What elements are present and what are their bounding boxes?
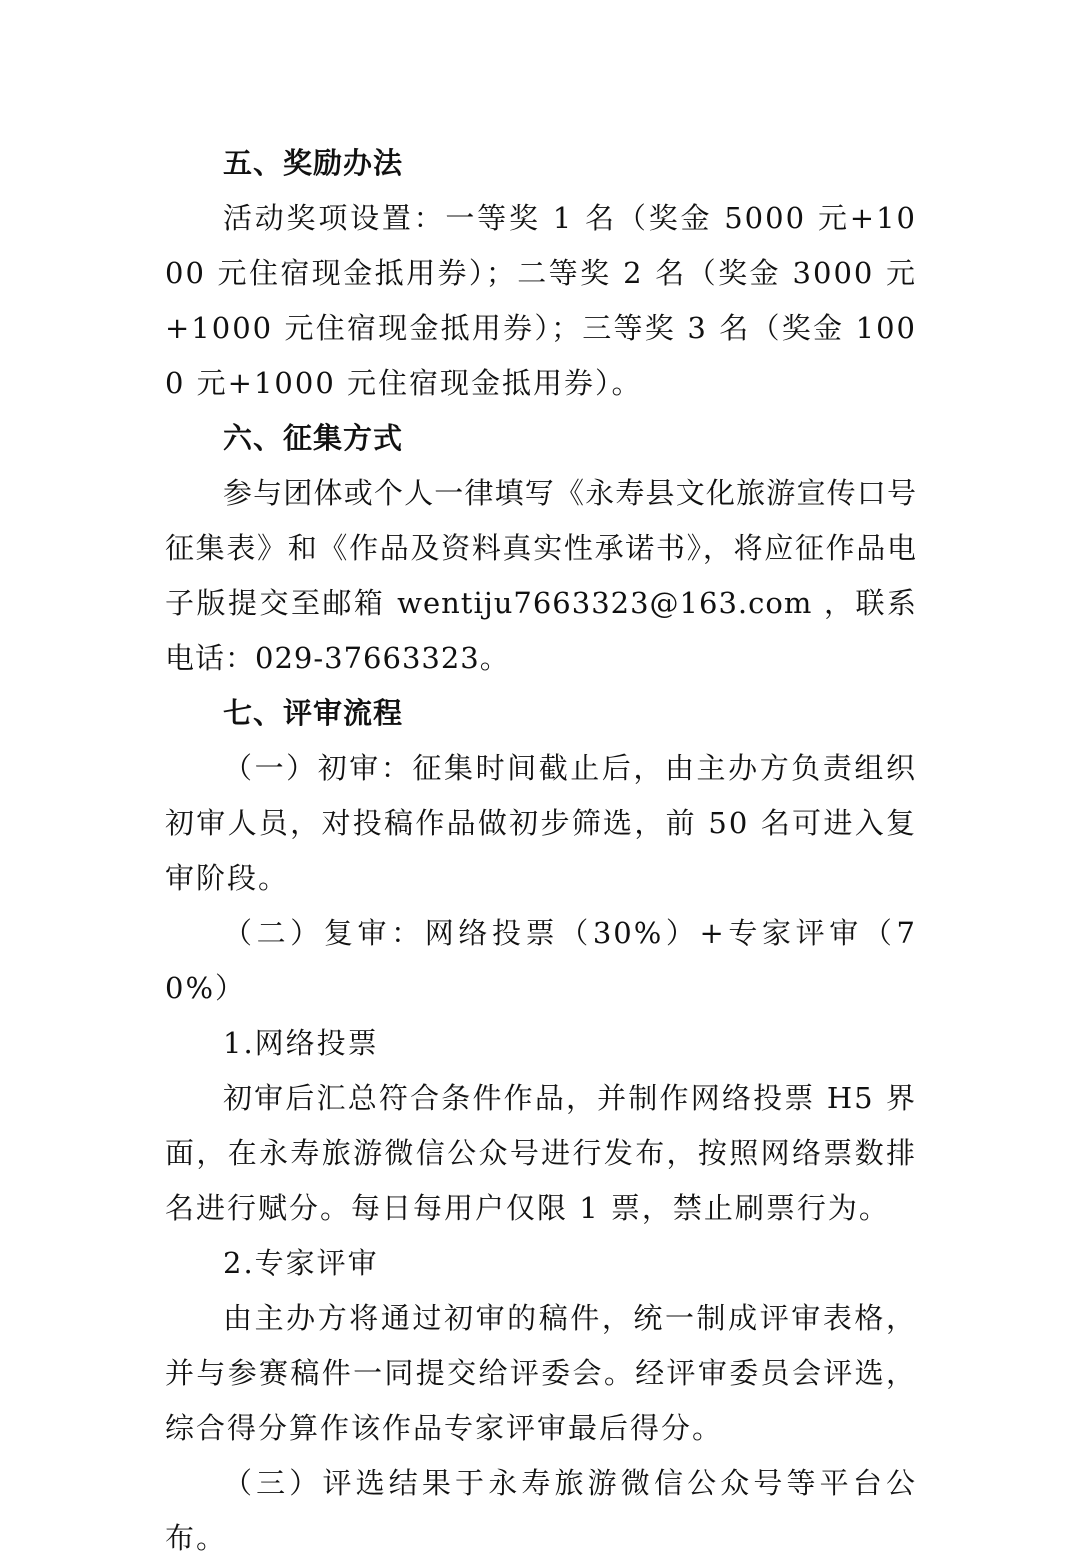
paragraph-rewards: 活动奖项设置：一等奖 1 名（奖金 5000 元+1000 元住宿现金抵用券）；二等奖 2 名（奖金 3000 元+1000 元住宿现金抵用券）；三等奖 3 名（奖金 1000 元+1000 元住宿现金抵用券）。 [165,201,917,400]
paragraph-online-vote-title: 1.网络投票 [223,1026,379,1060]
paragraph-second-review: （二）复审：网络投票（30%）+专家评审（70%） [165,916,917,1005]
paragraph-expert-review: 由主办方将通过初审的稿件，统一制成评审表格，并与参赛稿件一同提交给评委会。经评审委员会评选，综合得分算作该作品专家评审最后得分。 [165,1301,917,1445]
paragraph-expert-review-title: 2.专家评审 [223,1246,379,1280]
paragraph-collection: 参与团体或个人一律填写《永寿县文化旅游宣传口号征集表》和《作品及资料真实性承诺书》，将应征作品电子版提交至邮箱 wentiju7663323@163.com ，联系电话：029-37663323。 [165,476,917,675]
paragraph-initial-review: （一）初审：征集时间截止后，由主办方负责组织初审人员，对投稿作品做初步筛选，前 50 名可进入复审阶段。 [165,751,917,895]
section-heading-rewards: 五、奖励办法 [223,146,404,180]
paragraph-online-vote: 初审后汇总符合条件作品，并制作网络投票 H5 界面，在永寿旅游微信公众号进行发布，按照网络票数排名进行赋分。每日每用户仅限 1 票，禁止刷票行为。 [165,1081,917,1225]
document-body [165,136,917,1566]
paragraph-results: （三）评选结果于永寿旅游微信公众号等平台公布。 [165,1466,917,1555]
section-heading-review: 七、评审流程 [223,696,404,730]
section-heading-collection: 六、征集方式 [223,421,404,455]
